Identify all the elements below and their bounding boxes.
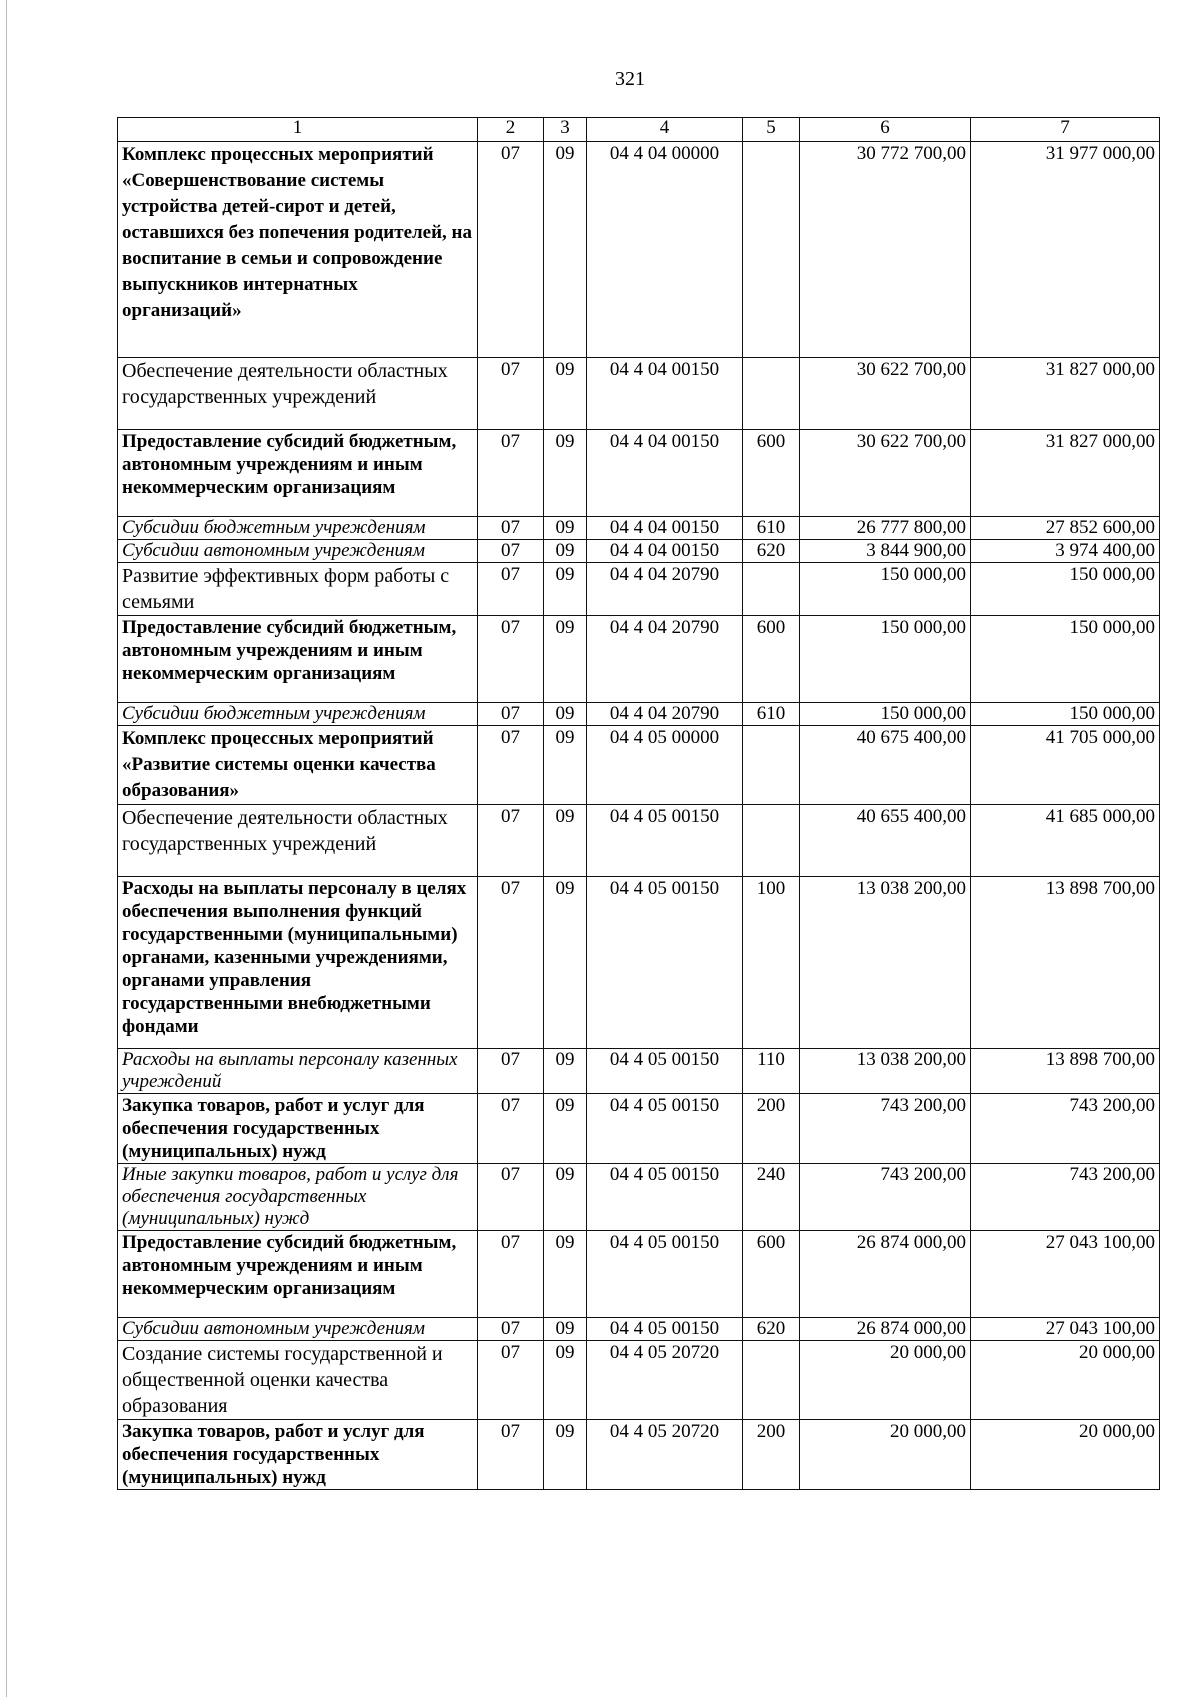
header-row <box>118 118 1160 142</box>
row-name: Закупка товаров, работ и услуг для обеспечения государственных (муниципальных) нужд <box>118 1420 478 1490</box>
subsection-code: 09 <box>544 563 587 616</box>
expense-type-code: 200 <box>743 1420 800 1490</box>
subsection-code: 09 <box>544 517 587 540</box>
subsection-code: 09 <box>544 358 587 430</box>
target-article-code: 04 4 05 00150 <box>587 1049 743 1094</box>
table-body <box>118 142 1160 1490</box>
section-code: 07 <box>478 358 544 430</box>
row-name: Создание системы государственной и общественной оценки качества образования <box>118 1341 478 1420</box>
subsection-code: 09 <box>544 1341 587 1420</box>
amount-year-2: 31 977 000,00 <box>971 142 1160 358</box>
amount-year-1: 20 000,00 <box>800 1420 971 1490</box>
target-article-code: 04 4 04 00000 <box>587 142 743 358</box>
subsection-code: 09 <box>544 616 587 703</box>
expense-type-code <box>743 563 800 616</box>
amount-year-1: 26 874 000,00 <box>800 1318 971 1341</box>
table-row <box>118 540 1160 563</box>
amount-year-2: 13 898 700,00 <box>971 877 1160 1049</box>
subsection-code: 09 <box>544 1231 587 1318</box>
row-name: Субсидии автономным учреждениям <box>118 1318 478 1341</box>
subsection-code: 09 <box>544 805 587 877</box>
target-article-code: 04 4 04 20790 <box>587 563 743 616</box>
section-code: 07 <box>478 517 544 540</box>
amount-year-1: 3 844 900,00 <box>800 540 971 563</box>
section-code: 07 <box>478 563 544 616</box>
amount-year-2: 31 827 000,00 <box>971 430 1160 517</box>
table-row <box>118 358 1160 430</box>
section-code: 07 <box>478 726 544 805</box>
table-row <box>118 1318 1160 1341</box>
section-code: 07 <box>478 1049 544 1094</box>
target-article-code: 04 4 05 00150 <box>587 1231 743 1318</box>
table-row <box>118 1420 1160 1490</box>
table-row <box>118 805 1160 877</box>
row-name: Предоставление субсидий бюджетным, автономным учреждениям и иным некоммерческим организациям <box>118 616 478 703</box>
section-code: 07 <box>478 1164 544 1231</box>
expense-type-code <box>743 805 800 877</box>
row-name: Расходы на выплаты персоналу в целях обеспечения выполнения функций государственными (муниципальными) органами, казенными учреждениями, органами управления государственными внебюджетными фондами <box>118 877 478 1049</box>
section-code: 07 <box>478 1341 544 1420</box>
amount-year-1: 20 000,00 <box>800 1341 971 1420</box>
expense-type-code <box>743 726 800 805</box>
table-row <box>118 1094 1160 1164</box>
target-article-code: 04 4 04 00150 <box>587 358 743 430</box>
amount-year-1: 150 000,00 <box>800 563 971 616</box>
column-header: 4 <box>587 118 743 142</box>
amount-year-2: 31 827 000,00 <box>971 358 1160 430</box>
amount-year-1: 743 200,00 <box>800 1094 971 1164</box>
target-article-code: 04 4 05 00150 <box>587 877 743 1049</box>
column-header: 7 <box>971 118 1160 142</box>
expense-type-code: 110 <box>743 1049 800 1094</box>
column-header: 1 <box>118 118 478 142</box>
row-name: Расходы на выплаты персоналу казенных учреждений <box>118 1049 478 1094</box>
amount-year-2: 13 898 700,00 <box>971 1049 1160 1094</box>
row-name: Предоставление субсидий бюджетным, автономным учреждениям и иным некоммерческим организациям <box>118 1231 478 1318</box>
target-article-code: 04 4 04 00150 <box>587 517 743 540</box>
target-article-code: 04 4 04 20790 <box>587 616 743 703</box>
table-row <box>118 517 1160 540</box>
expense-type-code: 610 <box>743 517 800 540</box>
section-code: 07 <box>478 703 544 726</box>
amount-year-2: 150 000,00 <box>971 616 1160 703</box>
row-name: Предоставление субсидий бюджетным, автономным учреждениям и иным некоммерческим организациям <box>118 430 478 517</box>
amount-year-2: 150 000,00 <box>971 703 1160 726</box>
subsection-code: 09 <box>544 877 587 1049</box>
target-article-code: 04 4 05 00150 <box>587 1164 743 1231</box>
expense-type-code: 620 <box>743 1318 800 1341</box>
target-article-code: 04 4 05 00150 <box>587 805 743 877</box>
target-article-code: 04 4 04 20790 <box>587 703 743 726</box>
amount-year-2: 20 000,00 <box>971 1420 1160 1490</box>
expense-type-code: 600 <box>743 430 800 517</box>
table-row <box>118 1049 1160 1094</box>
subsection-code: 09 <box>544 1318 587 1341</box>
expense-type-code: 610 <box>743 703 800 726</box>
amount-year-2: 27 043 100,00 <box>971 1231 1160 1318</box>
table-row <box>118 142 1160 358</box>
subsection-code: 09 <box>544 1049 587 1094</box>
section-code: 07 <box>478 805 544 877</box>
table-row <box>118 1164 1160 1231</box>
column-header: 3 <box>544 118 587 142</box>
row-name: Субсидии автономным учреждениям <box>118 540 478 563</box>
budget-table <box>117 117 1160 1490</box>
row-name: Обеспечение деятельности областных государственных учреждений <box>118 358 478 430</box>
table-row <box>118 877 1160 1049</box>
section-code: 07 <box>478 142 544 358</box>
amount-year-1: 13 038 200,00 <box>800 1049 971 1094</box>
expense-type-code: 200 <box>743 1094 800 1164</box>
section-code: 07 <box>478 1231 544 1318</box>
amount-year-2: 27 852 600,00 <box>971 517 1160 540</box>
amount-year-1: 150 000,00 <box>800 616 971 703</box>
table-row <box>118 1231 1160 1318</box>
row-name: Субсидии бюджетным учреждениям <box>118 703 478 726</box>
row-name: Закупка товаров, работ и услуг для обеспечения государственных (муниципальных) нужд <box>118 1094 478 1164</box>
amount-year-2: 743 200,00 <box>971 1094 1160 1164</box>
section-code: 07 <box>478 1420 544 1490</box>
expense-type-code: 600 <box>743 616 800 703</box>
target-article-code: 04 4 05 00150 <box>587 1318 743 1341</box>
target-article-code: 04 4 04 00150 <box>587 540 743 563</box>
column-header: 5 <box>743 118 800 142</box>
expense-type-code <box>743 358 800 430</box>
target-article-code: 04 4 05 00150 <box>587 1094 743 1164</box>
subsection-code: 09 <box>544 1420 587 1490</box>
row-name: Комплекс процессных мероприятий «Совершенствование системы устройства детей-сирот и детей, оставшихся без попечения родителей, на воспитание в семьи и сопровождение выпускников интернатных организаций» <box>118 142 478 358</box>
amount-year-1: 40 655 400,00 <box>800 805 971 877</box>
amount-year-1: 26 777 800,00 <box>800 517 971 540</box>
amount-year-1: 40 675 400,00 <box>800 726 971 805</box>
table-row <box>118 1341 1160 1420</box>
expense-type-code: 100 <box>743 877 800 1049</box>
amount-year-1: 150 000,00 <box>800 703 971 726</box>
table-row <box>118 703 1160 726</box>
amount-year-1: 30 622 700,00 <box>800 430 971 517</box>
section-code: 07 <box>478 540 544 563</box>
expense-type-code: 240 <box>743 1164 800 1231</box>
subsection-code: 09 <box>544 1164 587 1231</box>
row-name: Субсидии бюджетным учреждениям <box>118 517 478 540</box>
expense-type-code <box>743 1341 800 1420</box>
section-code: 07 <box>478 877 544 1049</box>
amount-year-1: 30 772 700,00 <box>800 142 971 358</box>
amount-year-2: 41 685 000,00 <box>971 805 1160 877</box>
subsection-code: 09 <box>544 540 587 563</box>
amount-year-1: 13 038 200,00 <box>800 877 971 1049</box>
expense-type-code <box>743 142 800 358</box>
expense-type-code: 600 <box>743 1231 800 1318</box>
amount-year-2: 3 974 400,00 <box>971 540 1160 563</box>
section-code: 07 <box>478 616 544 703</box>
column-header: 6 <box>800 118 971 142</box>
section-code: 07 <box>478 1318 544 1341</box>
table-row <box>118 616 1160 703</box>
expense-type-code: 620 <box>743 540 800 563</box>
row-name: Развитие эффективных форм работы с семьями <box>118 563 478 616</box>
subsection-code: 09 <box>544 142 587 358</box>
amount-year-2: 743 200,00 <box>971 1164 1160 1231</box>
scan-edge-line <box>6 0 7 1697</box>
amount-year-2: 150 000,00 <box>971 563 1160 616</box>
amount-year-1: 26 874 000,00 <box>800 1231 971 1318</box>
page-number: 321 <box>615 68 645 90</box>
row-name: Иные закупки товаров, работ и услуг для обеспечения государственных (муниципальных) нужд <box>118 1164 478 1231</box>
subsection-code: 09 <box>544 430 587 517</box>
table-row <box>118 430 1160 517</box>
amount-year-1: 30 622 700,00 <box>800 358 971 430</box>
subsection-code: 09 <box>544 703 587 726</box>
amount-year-1: 743 200,00 <box>800 1164 971 1231</box>
section-code: 07 <box>478 430 544 517</box>
column-header: 2 <box>478 118 544 142</box>
table-row <box>118 726 1160 805</box>
row-name: Обеспечение деятельности областных государственных учреждений <box>118 805 478 877</box>
target-article-code: 04 4 04 00150 <box>587 430 743 517</box>
target-article-code: 04 4 05 20720 <box>587 1341 743 1420</box>
amount-year-2: 41 705 000,00 <box>971 726 1160 805</box>
target-article-code: 04 4 05 20720 <box>587 1420 743 1490</box>
table-row <box>118 563 1160 616</box>
row-name: Комплекс процессных мероприятий «Развитие системы оценки качества образования» <box>118 726 478 805</box>
target-article-code: 04 4 05 00000 <box>587 726 743 805</box>
amount-year-2: 27 043 100,00 <box>971 1318 1160 1341</box>
subsection-code: 09 <box>544 726 587 805</box>
subsection-code: 09 <box>544 1094 587 1164</box>
amount-year-2: 20 000,00 <box>971 1341 1160 1420</box>
section-code: 07 <box>478 1094 544 1164</box>
